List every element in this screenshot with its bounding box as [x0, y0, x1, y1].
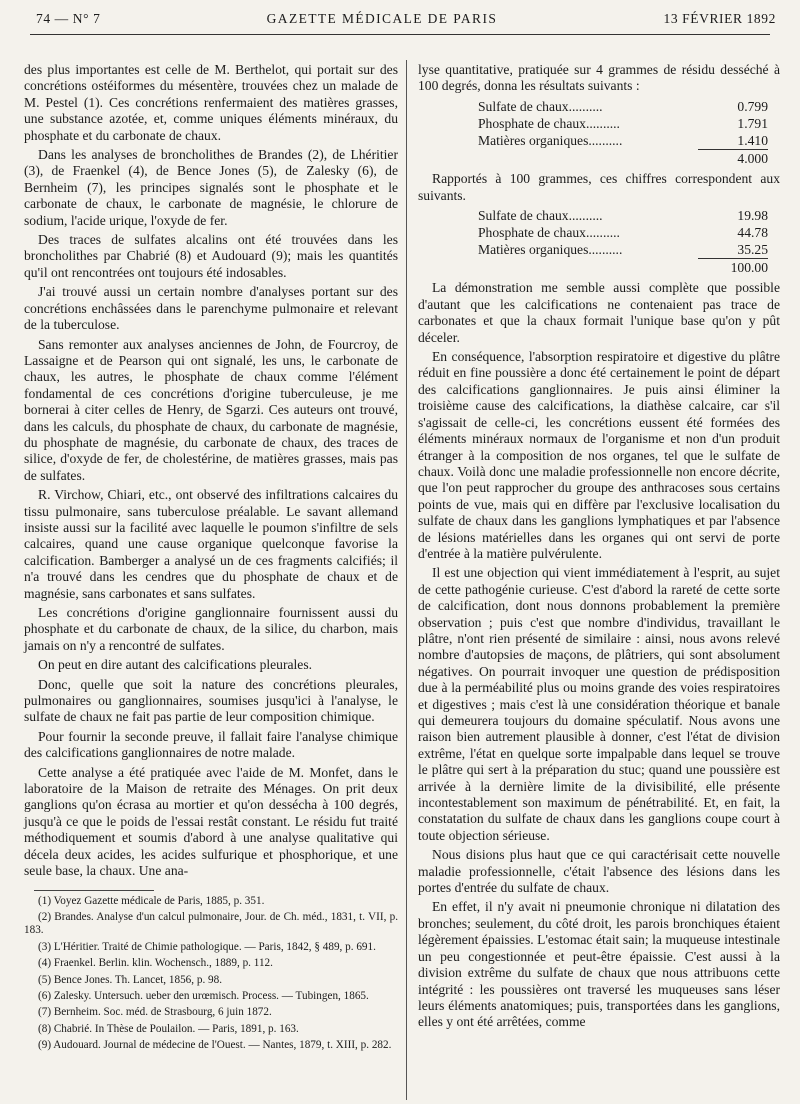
footnote: (7) Bernheim. Soc. méd. de Strasbourg, 6 juin 1872. [38, 1006, 272, 1019]
footnotes [24, 895, 398, 1053]
paragraph: Cette analyse a été pratiquée avec l'aide de M. Monfet, dans le laboratoire de la Maison de retraite des Ménages. On prit deux ganglions qu'on écrasa au mortier et qu'on dessécha à 100 degrés, jusqu'à ce que le poids de l'essai restât constant. Le résidu fut traité méthodiquement et soumis d'abord à une analyse qualitative qui décela deux acides, les acides sulfurique et phosphorique, et une seule base, la chaux. Une ana- [24, 764, 398, 879]
page-number: 74 — N° 7 [36, 11, 101, 26]
footnote: (2) Brandes. Analyse d'un calcul pulmonaire, Jour. de Ch. méd., 1831, t. VII, p. 183. [24, 910, 398, 937]
paragraph: En effet, il n'y avait ni pneumonie chronique ni dilatation des bronches; seulement, du côté droit, les parois bronchiques étaient légèrement épaissies. L'estomac était sain; la muqueuse intestinale un peu congestionnée et peut-être épaissie. C'est aussi à la division extrême du sulfate de chaux que nous attribuons cette intégrité : les poussières ont traversé les muqueuses sans léser leurs éléments anatomiques; puis, transportées dans les ganglions, elles y ont été arrêtées, comme [418, 899, 780, 1030]
paragraph: Donc, quelle que soit la nature des concrétions pleurales, pulmonaires ou ganglionnaires, soumises jusqu'ici à l'analyse, le sulfate de chaux ne fait pas partie de leur composition chimique. [24, 676, 398, 725]
row-value: 0.799 [737, 98, 768, 114]
footnote: (4) Fraenkel. Berlin. klin. Wochensch., 1889, p. 112. [38, 957, 273, 970]
paragraph: La démonstration me semble aussi complète que possible d'autant que les calcifications ne contenaient pas trace de carbonates et que la chaux formait l'unique base qu'on y pût déceler. [418, 280, 780, 345]
row-label: Phosphate de chaux.......... [478, 225, 620, 241]
total-value: 100.00 [698, 258, 768, 276]
footnote: (8) Chabrié. In Thèse de Poulailon. — Paris, 1891, p. 163. [38, 1022, 299, 1035]
row-value: 1.791 [737, 115, 768, 131]
left-column [24, 62, 398, 1056]
footnote: (3) L'Héritier. Traité de Chimie pathologique. — Paris, 1842, § 489, p. 691. [38, 940, 376, 953]
paragraph: Les concrétions d'origine ganglionnaire fournissent aussi du phosphate et du carbonate de chaux, de la silice, du charbon, mais jamais on n'y a rencontré de sulfates. [24, 605, 398, 653]
column-separator [406, 60, 407, 1100]
row-value: 19.98 [737, 208, 768, 224]
row-label: Matières organiques.......... [478, 242, 623, 258]
paragraph: Sans remonter aux analyses anciennes de John, de Fourcroy, de Lassaigne et de Pearson qui ont signalé, les uns, le carbonate de chaux, les autres, le phosphate de chaux comme l'élément fondamental de ces concrétions d'origine tuberculeuse, je me bornerai à citer celles de Henry, de Sgarzi. Ces auteurs ont trouvé, dans les calculs, du phosphate de chaux, du carbonate de magnésie, du phosphate de magnésie, du carbonate de chaux, des traces de silice, d'oxyde de fer, de cholestérine, de matières grasses, mais pas de sulfates. [24, 336, 398, 483]
table-total [478, 149, 768, 167]
row-label: Sulfate de chaux.......... [478, 98, 603, 114]
header-rule [30, 34, 770, 35]
right-column [418, 62, 780, 1034]
paragraph: Des traces de sulfates alcalins ont été trouvées dans les broncholithes par Chabrié (8) et Audouard (9); mais les quantités qu'il ont rencontrées ont toujours été indosables. [24, 232, 398, 280]
results-table-grams [418, 98, 780, 167]
paragraph: Dans les analyses de broncholithes de Brandes (2), de Lhéritier (3), de Fraenkel (4), de Bence Jones (5), de Zalesky (6), de Bernheim (7), les principes signalés sont le phosphate et le carbonate de chaux, le carbonate de magnésie, le chlorure de sodium, l'acide urique, l'oxyde de fer. [24, 147, 398, 228]
table-row [478, 115, 768, 132]
paragraph: Il est une objection qui vient immédiatement à l'esprit, au sujet de cette pathogénie curieuse. C'est d'abord la rareté de cette sorte de calcification, dont nous donnons probablement la première observation ; puis c'est que nombre d'individus, travaillant le plâtre, n'ont rien présenté de similaire : ainsi, nous avons relevé nombre d'autopsies de maçons, de plâtriers, qui sont absolument négatives. On pourrait invoquer une question de prédisposition due à la perméabilité plus ou moins grande des voies respiratoires et digestives ; mais c'est là une considération théorique et banale qui demeurera toujours du domaine spéculatif. Nous avons une raison bien autrement plausible à donner, c'est l'état de division extrême, l'état en quelque sorte impalpable dans lequel se trouve le plâtre qui sert à la préparation du stuc; quand une poussière est arrivée à la dernière limite de la divisibilité, elle présente incontestablement son maximum de pénétrabilité. Et, en fait, la constatation du sulfate de chaux dans les ganglions coupe court à toute objection sérieuse. [418, 565, 780, 843]
footnote: (9) Audouard. Journal de médecine de l'Ouest. — Nantes, 1879, t. XIII, p. 282. [38, 1039, 392, 1052]
paragraph: Rapportés à 100 grammes, ces chiffres correspondent aux suivants. [418, 171, 780, 203]
issue-date: 13 FÉVRIER 1892 [663, 11, 776, 26]
paragraph: J'ai trouvé aussi un certain nombre d'analyses portant sur des concrétions enchâssées dans le parenchyme pulmonaire et relevant de la tuberculose. [24, 284, 398, 333]
total-value: 4.000 [698, 149, 768, 167]
results-table-percent [418, 207, 780, 276]
paragraph: Pour fournir la seconde preuve, il fallait faire l'analyse chimique des calcifications ganglionnaires de notre malade. [24, 728, 398, 761]
paragraph: des plus importantes est celle de M. Berthelot, qui portait sur des concrétions ostéiformes du mésentère, trouvées chez un malade de M. Pestel (1). Ces concrétions renfermaient des matières grasses, une substance azotée, et, comme uniques éléments minéraux, du phosphate et du carbonate de chaux. [24, 62, 398, 143]
row-value: 44.78 [737, 225, 768, 241]
page-header [36, 4, 776, 34]
footnote: (6) Zalesky. Untersuch. ueber den urœmisch. Process. — Tubingen, 1865. [38, 989, 369, 1002]
paragraph: En conséquence, l'absorption respiratoire et digestive du plâtre réduit en fine poussière a donc été certainement le point de départ des calcifications ganglionnaires. Je puis ainsi éliminer la troisième cause des calcifications, la diathèse calcaire, car s'il s'agissait de celle-ci, les concrétions eussent été formées des éléments minéraux normaux de l'organisme et non d'un produit étranger à la composition de nos organes, tel que le sulfate de chaux. Voilà donc une maladie professionnelle non encore décrite, que l'on peut rapprocher du groupe des anthracoses sous certains points de vue, mais qui en diffère par l'exclusive localisation du sulfate de chaux dans les ganglions lymphatiques et par l'absence de lésions matérielles dans les organes qui ont servi de porte d'entrée à la matière pulvérulente. [418, 349, 780, 561]
footnote-rule [34, 890, 154, 891]
footnote: (5) Bence Jones. Th. Lancet, 1856, p. 98. [38, 973, 223, 986]
paragraph: Nous disions plus haut que ce qui caractérisait cette nouvelle maladie professionnelle, c'était l'absence des lésions dans les portes d'entrée du sulfate de chaux. [418, 847, 780, 896]
row-value: 35.25 [737, 242, 768, 258]
table-row [478, 224, 768, 241]
paragraph: R. Virchow, Chiari, etc., ont observé des infiltrations calcaires du tissu pulmonaire, sans tuberculose préalable. Le savant allemand insiste aussi sur la facilité avec laquelle le poumon s'infiltre de sels calcaires, quand une cause organique quelconque favorise la calcification. Bamberger a analysé un de ces fragments calcifiés; il n'a trouvé dans les cendres que du phosphate de chaux et de magnésie, sans carbonates et sans sulfates. [24, 487, 398, 601]
table-row [478, 207, 768, 224]
footnote: (1) Voyez Gazette médicale de Paris, 1885, p. 351. [38, 894, 265, 907]
row-value: 1.410 [737, 132, 768, 148]
paragraph: On peut en dire autant des calcifications pleurales. [38, 657, 313, 673]
table-row [478, 132, 768, 149]
table-total [478, 258, 768, 276]
row-label: Matières organiques.......... [478, 132, 623, 148]
table-row [478, 98, 768, 115]
row-label: Sulfate de chaux.......... [478, 208, 603, 224]
journal-title: GAZETTE MÉDICALE DE PARIS [266, 11, 498, 26]
row-label: Phosphate de chaux.......... [478, 115, 620, 131]
paragraph: lyse quantitative, pratiquée sur 4 grammes de résidu desséché à 100 degrés, donna les résultats suivants : [418, 62, 780, 94]
table-row [478, 241, 768, 258]
